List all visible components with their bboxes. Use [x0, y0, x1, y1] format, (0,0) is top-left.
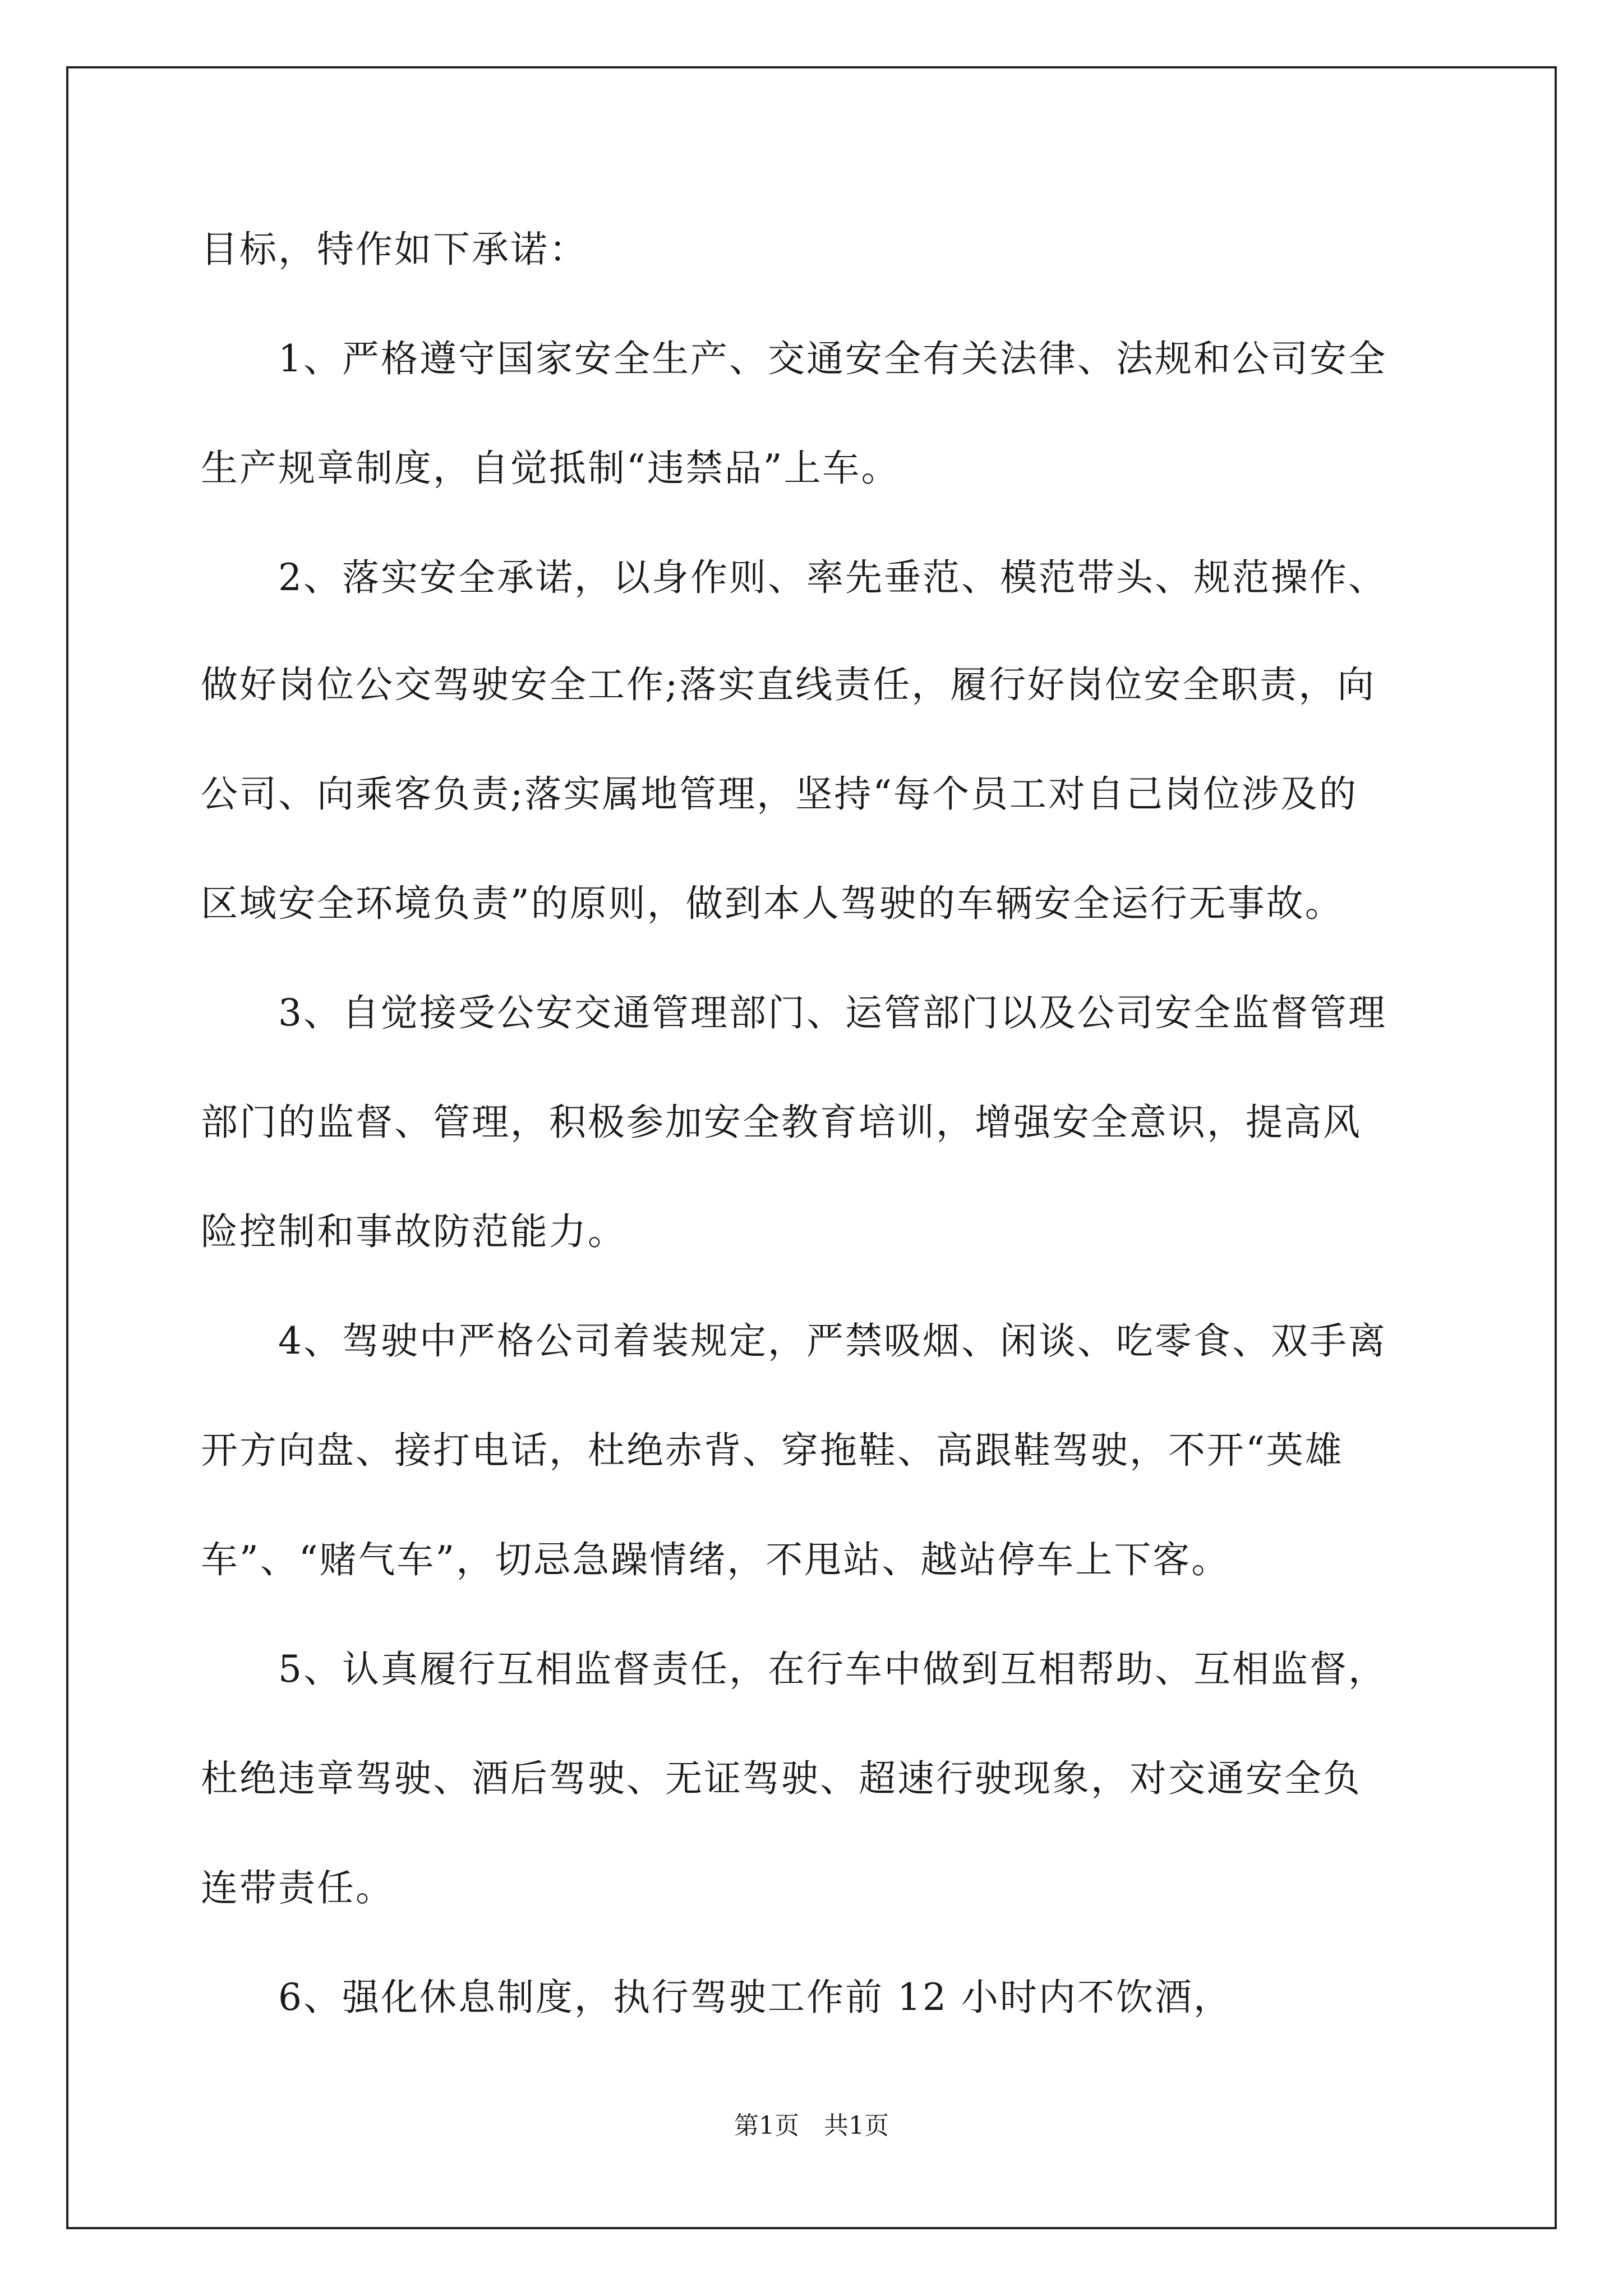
text-line: 区域安全环境负责”的原则，做到本人驾驶的车辆安全运行无事故。 — [201, 882, 1344, 925]
text-line: 车”、“赌气车”，切忌急躁情绪，不甩站、越站停车上下客。 — [201, 1538, 1230, 1581]
text-line: 杜绝违章驾驶、酒后驾驶、无证驾驶、超速行驶现象，对交通安全负 — [201, 1757, 1362, 1800]
text-line: 公司、向乘客负责;落实属地管理，坚持“每个员工对自己岗位涉及的 — [201, 772, 1358, 816]
text-line: 4、驾驶中严格公司着装规定，严禁吸烟、闲谈、吃零食、双手离 — [201, 1319, 1387, 1363]
text-line: 3、自觉接受公安交通管理部门、运管部门以及公司安全监督管理 — [201, 991, 1387, 1034]
text-line: 2、落实安全承诺，以身作则、率先垂范、模范带头、规范操作、 — [201, 556, 1387, 599]
text-line: 做好岗位公交驾驶安全工作;落实直线责任，履行好岗位安全职责，向 — [201, 663, 1376, 706]
text-line: 5、认真履行互相监督责任，在行车中做到互相帮助、互相监督， — [201, 1648, 1387, 1691]
text-line: 6、强化休息制度，执行驾驶工作前 12 小时内不饮酒， — [201, 1976, 1232, 2019]
page-number-footer: 第1页 共1页 — [734, 2111, 889, 2140]
text-line: 目标，特作如下承诺： — [201, 228, 588, 271]
text-line: 1、严格遵守国家安全生产、交通安全有关法律、法规和公司安全 — [201, 337, 1387, 380]
text-line: 部门的监督、管理，积极参加安全教育培训，增强安全意识，提高风 — [201, 1101, 1362, 1144]
text-line: 生产规章制度，自觉抵制“违禁品”上车。 — [201, 447, 900, 490]
text-line: 连带责任。 — [201, 1866, 394, 1910]
text-line: 开方向盘、接打电话，杜绝赤背、穿拖鞋、高跟鞋驾驶，不开“英雄 — [201, 1429, 1344, 1472]
text-line: 险控制和事故防范能力。 — [201, 1210, 626, 1253]
